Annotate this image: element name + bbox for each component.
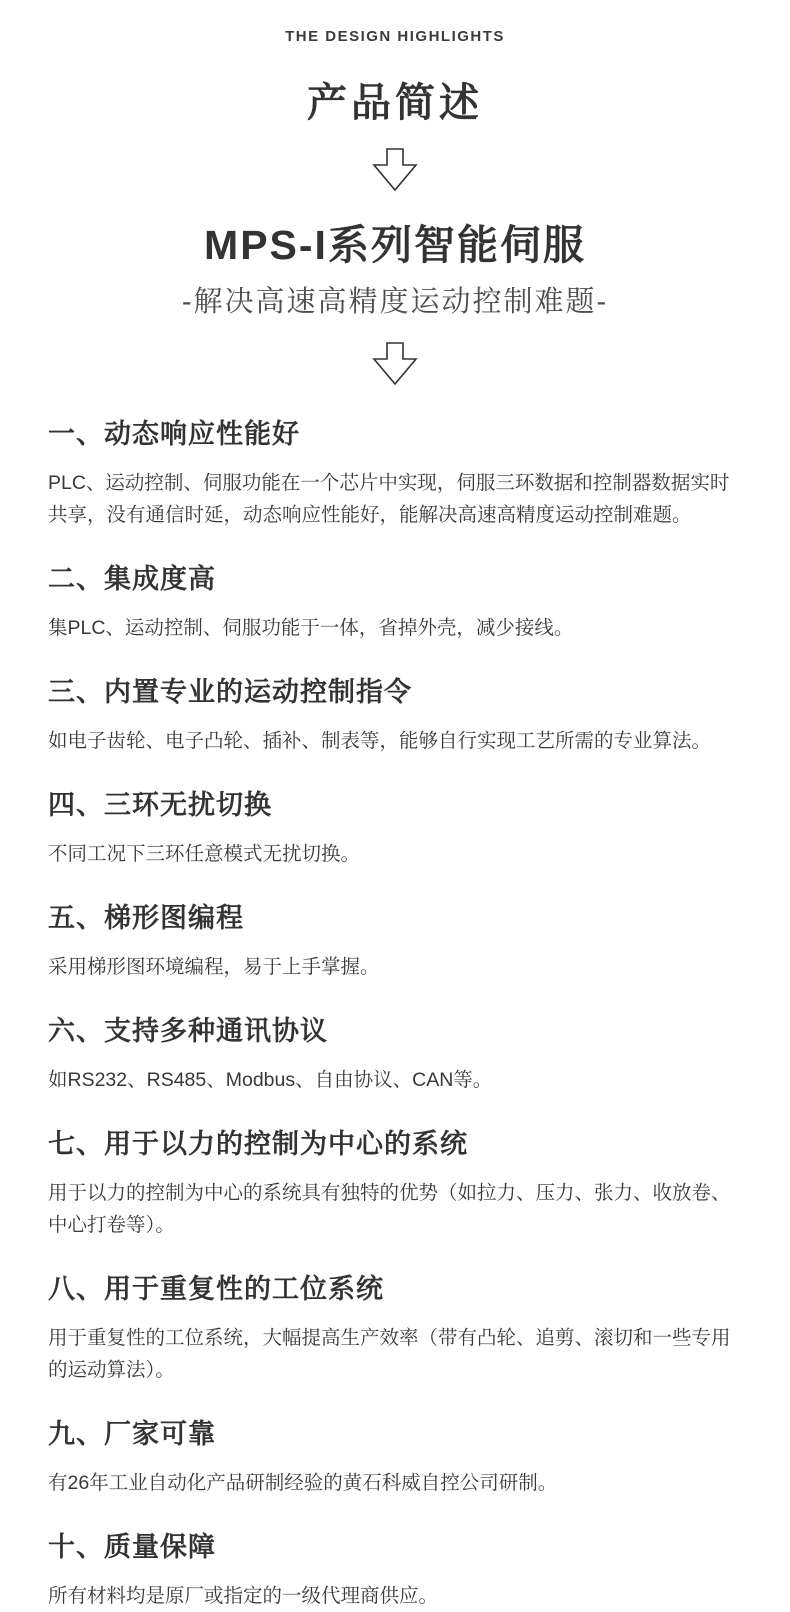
feature-section [48, 670, 742, 757]
feature-section [48, 1525, 742, 1612]
section-body: 集PLC、运动控制、伺服功能于一体，省掉外壳，减少接线。 [48, 617, 574, 639]
section-body: 用于以力的控制为中心的系统具有独特的优势（如拉力、压力、张力、收放卷、中心打卷等）。 [48, 1182, 731, 1236]
feature-section [48, 1267, 742, 1386]
page-title: 产品简述 [307, 81, 483, 125]
section-heading: 九、厂家可靠 [48, 1419, 216, 1449]
down-arrow-icon [372, 342, 418, 386]
section-heading: 七、用于以力的控制为中心的系统 [48, 1129, 468, 1159]
section-body: 有26年工业自动化产品研制经验的黄石科威自控公司研制。 [48, 1472, 558, 1494]
section-heading: 一、动态响应性能好 [48, 419, 300, 449]
product-title: MPS-I系列智能伺服 [204, 222, 586, 268]
section-heading: 三、内置专业的运动控制指令 [48, 677, 412, 707]
section-body: 如电子齿轮、电子凸轮、插补、制表等，能够自行实现工艺所需的专业算法。 [48, 730, 712, 752]
feature-section [48, 896, 742, 983]
feature-section [48, 557, 742, 644]
feature-section [48, 1412, 742, 1499]
feature-section [48, 1122, 742, 1241]
section-heading: 八、用于重复性的工位系统 [48, 1274, 384, 1304]
feature-sections [48, 412, 742, 1612]
section-heading: 五、梯形图编程 [48, 903, 244, 933]
down-arrow-icon [372, 148, 418, 192]
section-body: 不同工况下三环任意模式无扰切换。 [48, 843, 361, 865]
feature-section [48, 412, 742, 531]
product-subtitle: -解决高速高精度运动控制难题- [181, 286, 609, 318]
section-heading: 二、集成度高 [48, 564, 216, 594]
section-body: 如RS232、RS485、Modbus、自由协议、CAN等。 [48, 1069, 493, 1091]
section-body: 采用梯形图环境编程，易于上手掌握。 [48, 956, 380, 978]
section-heading: 六、支持多种通讯协议 [48, 1016, 328, 1046]
section-body: PLC、运动控制、伺服功能在一个芯片中实现，伺服三环数据和控制器数据实时共享，没有通信时延，动态响应性能好，能解决高速高精度运动控制难题。 [48, 472, 730, 526]
section-heading: 十、质量保障 [48, 1532, 216, 1562]
feature-section [48, 783, 742, 870]
section-body: 所有材料均是原厂或指定的一级代理商供应。 [48, 1585, 439, 1607]
section-heading: 四、三环无扰切换 [48, 790, 272, 820]
feature-section [48, 1009, 742, 1096]
eyebrow-label: THE DESIGN HIGHLIGHTS [285, 28, 505, 45]
section-body: 用于重复性的工位系统，大幅提高生产效率（带有凸轮、追剪、滚切和一些专用的运动算法）。 [48, 1327, 731, 1381]
